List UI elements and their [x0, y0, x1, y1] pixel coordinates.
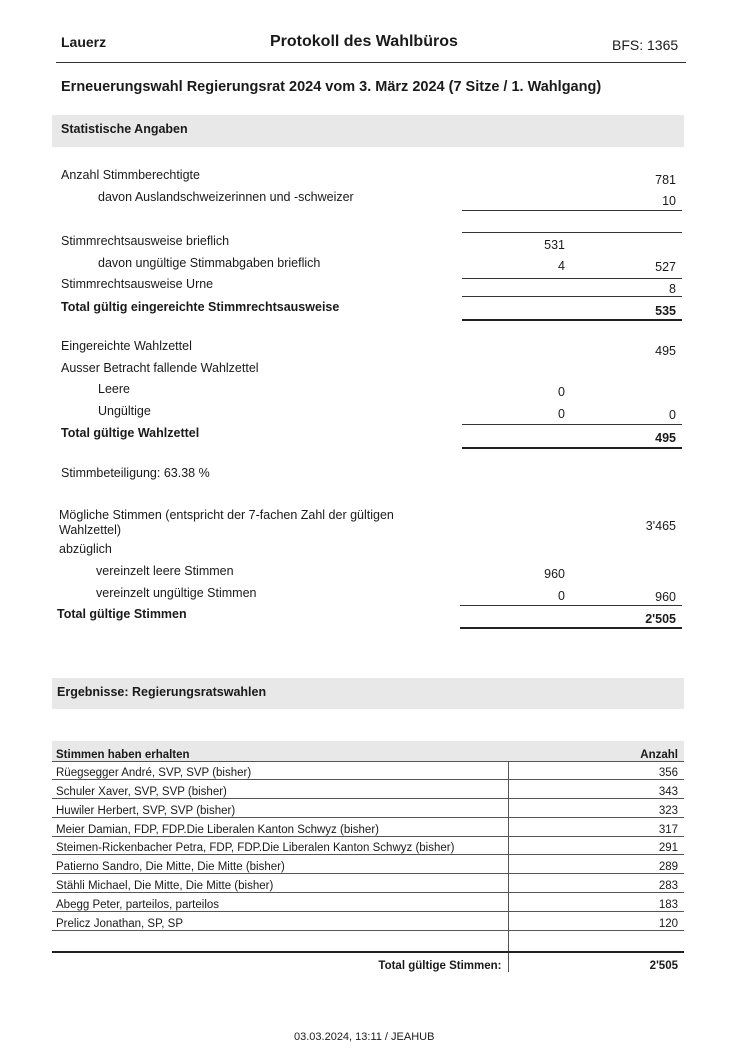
moegliche-stimmen-label-2: Wahlzettel) [59, 523, 122, 537]
stimmbeteiligung: Stimmbeteiligung: 63.38 % [61, 466, 210, 480]
candidate-name: Huwiler Herbert, SVP, SVP (bisher) [52, 799, 508, 818]
table-row [52, 799, 684, 818]
abzueglich-label: abzüglich [59, 542, 112, 556]
brieflich-label: Stimmrechtsausweise brieflich [61, 234, 230, 248]
col-header-name: Stimmen haben erhalten [52, 741, 508, 761]
urne-label: Stimmrechtsausweise Urne [61, 277, 214, 291]
header-rule [56, 62, 686, 63]
leere-label: Leere [98, 382, 130, 396]
results-table-header [52, 741, 684, 761]
candidate-count: 317 [508, 817, 684, 836]
ungueltige-stimmen-value: 0 [558, 589, 565, 603]
table-total-row [52, 952, 684, 972]
candidate-name: Prelicz Jonathan, SP, SP [52, 911, 508, 930]
rule-4 [462, 296, 682, 297]
rule-9 [460, 627, 682, 629]
candidate-name: Stähli Michael, Die Mitte, Die Mitte (bisher) [52, 874, 508, 893]
rule-3 [462, 278, 682, 279]
total-wahlzettel-label: Total gültige Wahlzettel [61, 426, 200, 440]
candidate-count: 291 [508, 836, 684, 855]
brieflich-net-value: 527 [655, 260, 676, 274]
total-value: 2'505 [508, 952, 684, 972]
table-row [52, 911, 684, 930]
leere-value: 0 [558, 385, 565, 399]
table-row [52, 761, 684, 780]
candidate-count: 289 [508, 855, 684, 874]
candidate-name: Meier Damian, FDP, FDP.Die Liberalen Kanton Schwyz (bisher) [52, 817, 508, 836]
table-row [52, 817, 684, 836]
candidate-count: 120 [508, 911, 684, 930]
ausser-total-value: 0 [669, 408, 676, 422]
urne-value: 8 [669, 282, 676, 296]
rule-8 [460, 605, 682, 606]
candidate-name: Rüegsegger André, SVP, SVP (bisher) [52, 761, 508, 780]
table-row [52, 780, 684, 799]
municipality-name: Lauerz [61, 34, 107, 50]
anzahl-stimmberechtigte-value: 781 [655, 173, 676, 187]
ungueltige-label: Ungültige [98, 404, 151, 418]
total-sra-value: 535 [655, 304, 676, 318]
ungueltige-value: 0 [558, 407, 565, 421]
col-header-count: Anzahl [508, 741, 684, 761]
bfs-number: BFS: 1365 [612, 37, 679, 53]
rule-6 [462, 424, 682, 425]
brieflich-value: 531 [544, 238, 565, 252]
candidate-name: Patierno Sandro, Die Mitte, Die Mitte (bisher) [52, 855, 508, 874]
candidate-name: Abegg Peter, parteilos, parteilos [52, 893, 508, 912]
rule-7 [462, 447, 682, 449]
results-section-title: Ergebnisse: Regierungsratswahlen [57, 685, 267, 699]
ungueltig-brieflich-label: davon ungültige Stimmabgaben brieflich [98, 256, 321, 270]
table-row [52, 836, 684, 855]
moegliche-stimmen-label-1: Mögliche Stimmen (entspricht der 7-fachen Zahl der gültigen [59, 508, 394, 522]
total-stimmen-value: 2'505 [645, 612, 676, 626]
stats-section-title: Statistische Angaben [61, 122, 188, 136]
ungueltige-stimmen-label: vereinzelt ungültige Stimmen [96, 586, 257, 600]
table-row-empty [52, 930, 684, 952]
candidate-name: Steimen-Rickenbacher Petra, FDP, FDP.Die Liberalen Kanton Schwyz (bisher) [52, 836, 508, 855]
anzahl-stimmberechtigte-label: Anzahl Stimmberechtigte [61, 168, 200, 182]
results-table [52, 741, 684, 972]
auslandschweizer-label: davon Auslandschweizerinnen und -schweizer [98, 190, 354, 204]
candidate-count: 283 [508, 874, 684, 893]
candidate-count: 356 [508, 761, 684, 780]
rule-2 [462, 232, 682, 233]
candidate-name: Schuler Xaver, SVP, SVP (bisher) [52, 780, 508, 799]
rule-5 [462, 319, 682, 321]
total-label: Total gültige Stimmen: [52, 952, 508, 972]
page-title: Protokoll des Wahlbüros [270, 33, 458, 50]
leere-stimmen-value: 960 [544, 567, 565, 581]
table-row [52, 855, 684, 874]
table-row [52, 893, 684, 912]
election-title: Erneuerungswahl Regierungsrat 2024 vom 3. März 2024 (7 Sitze / 1. Wahlgang) [61, 79, 602, 95]
candidate-count: 343 [508, 780, 684, 799]
eingereicht-value: 495 [655, 344, 676, 358]
total-sra-label: Total gültig eingereichte Stimmrechtsausweise [61, 300, 340, 314]
footer-timestamp: 03.03.2024, 13:11 / JEAHUB [294, 1031, 435, 1043]
total-stimmen-label: Total gültige Stimmen [57, 607, 187, 621]
auslandschweizer-value: 10 [662, 194, 676, 208]
rule-1 [462, 210, 682, 211]
ausser-betracht-label: Ausser Betracht fallende Wahlzettel [61, 361, 259, 375]
moegliche-stimmen-value: 3'465 [645, 519, 676, 533]
leere-stimmen-label: vereinzelt leere Stimmen [96, 564, 234, 578]
abzug-total-value: 960 [655, 590, 676, 604]
ungueltig-brieflich-value: 4 [558, 259, 565, 273]
eingereicht-label: Eingereichte Wahlzettel [61, 339, 192, 353]
candidate-count: 183 [508, 893, 684, 912]
table-row [52, 874, 684, 893]
total-wahlzettel-value: 495 [655, 431, 676, 445]
candidate-count: 323 [508, 799, 684, 818]
